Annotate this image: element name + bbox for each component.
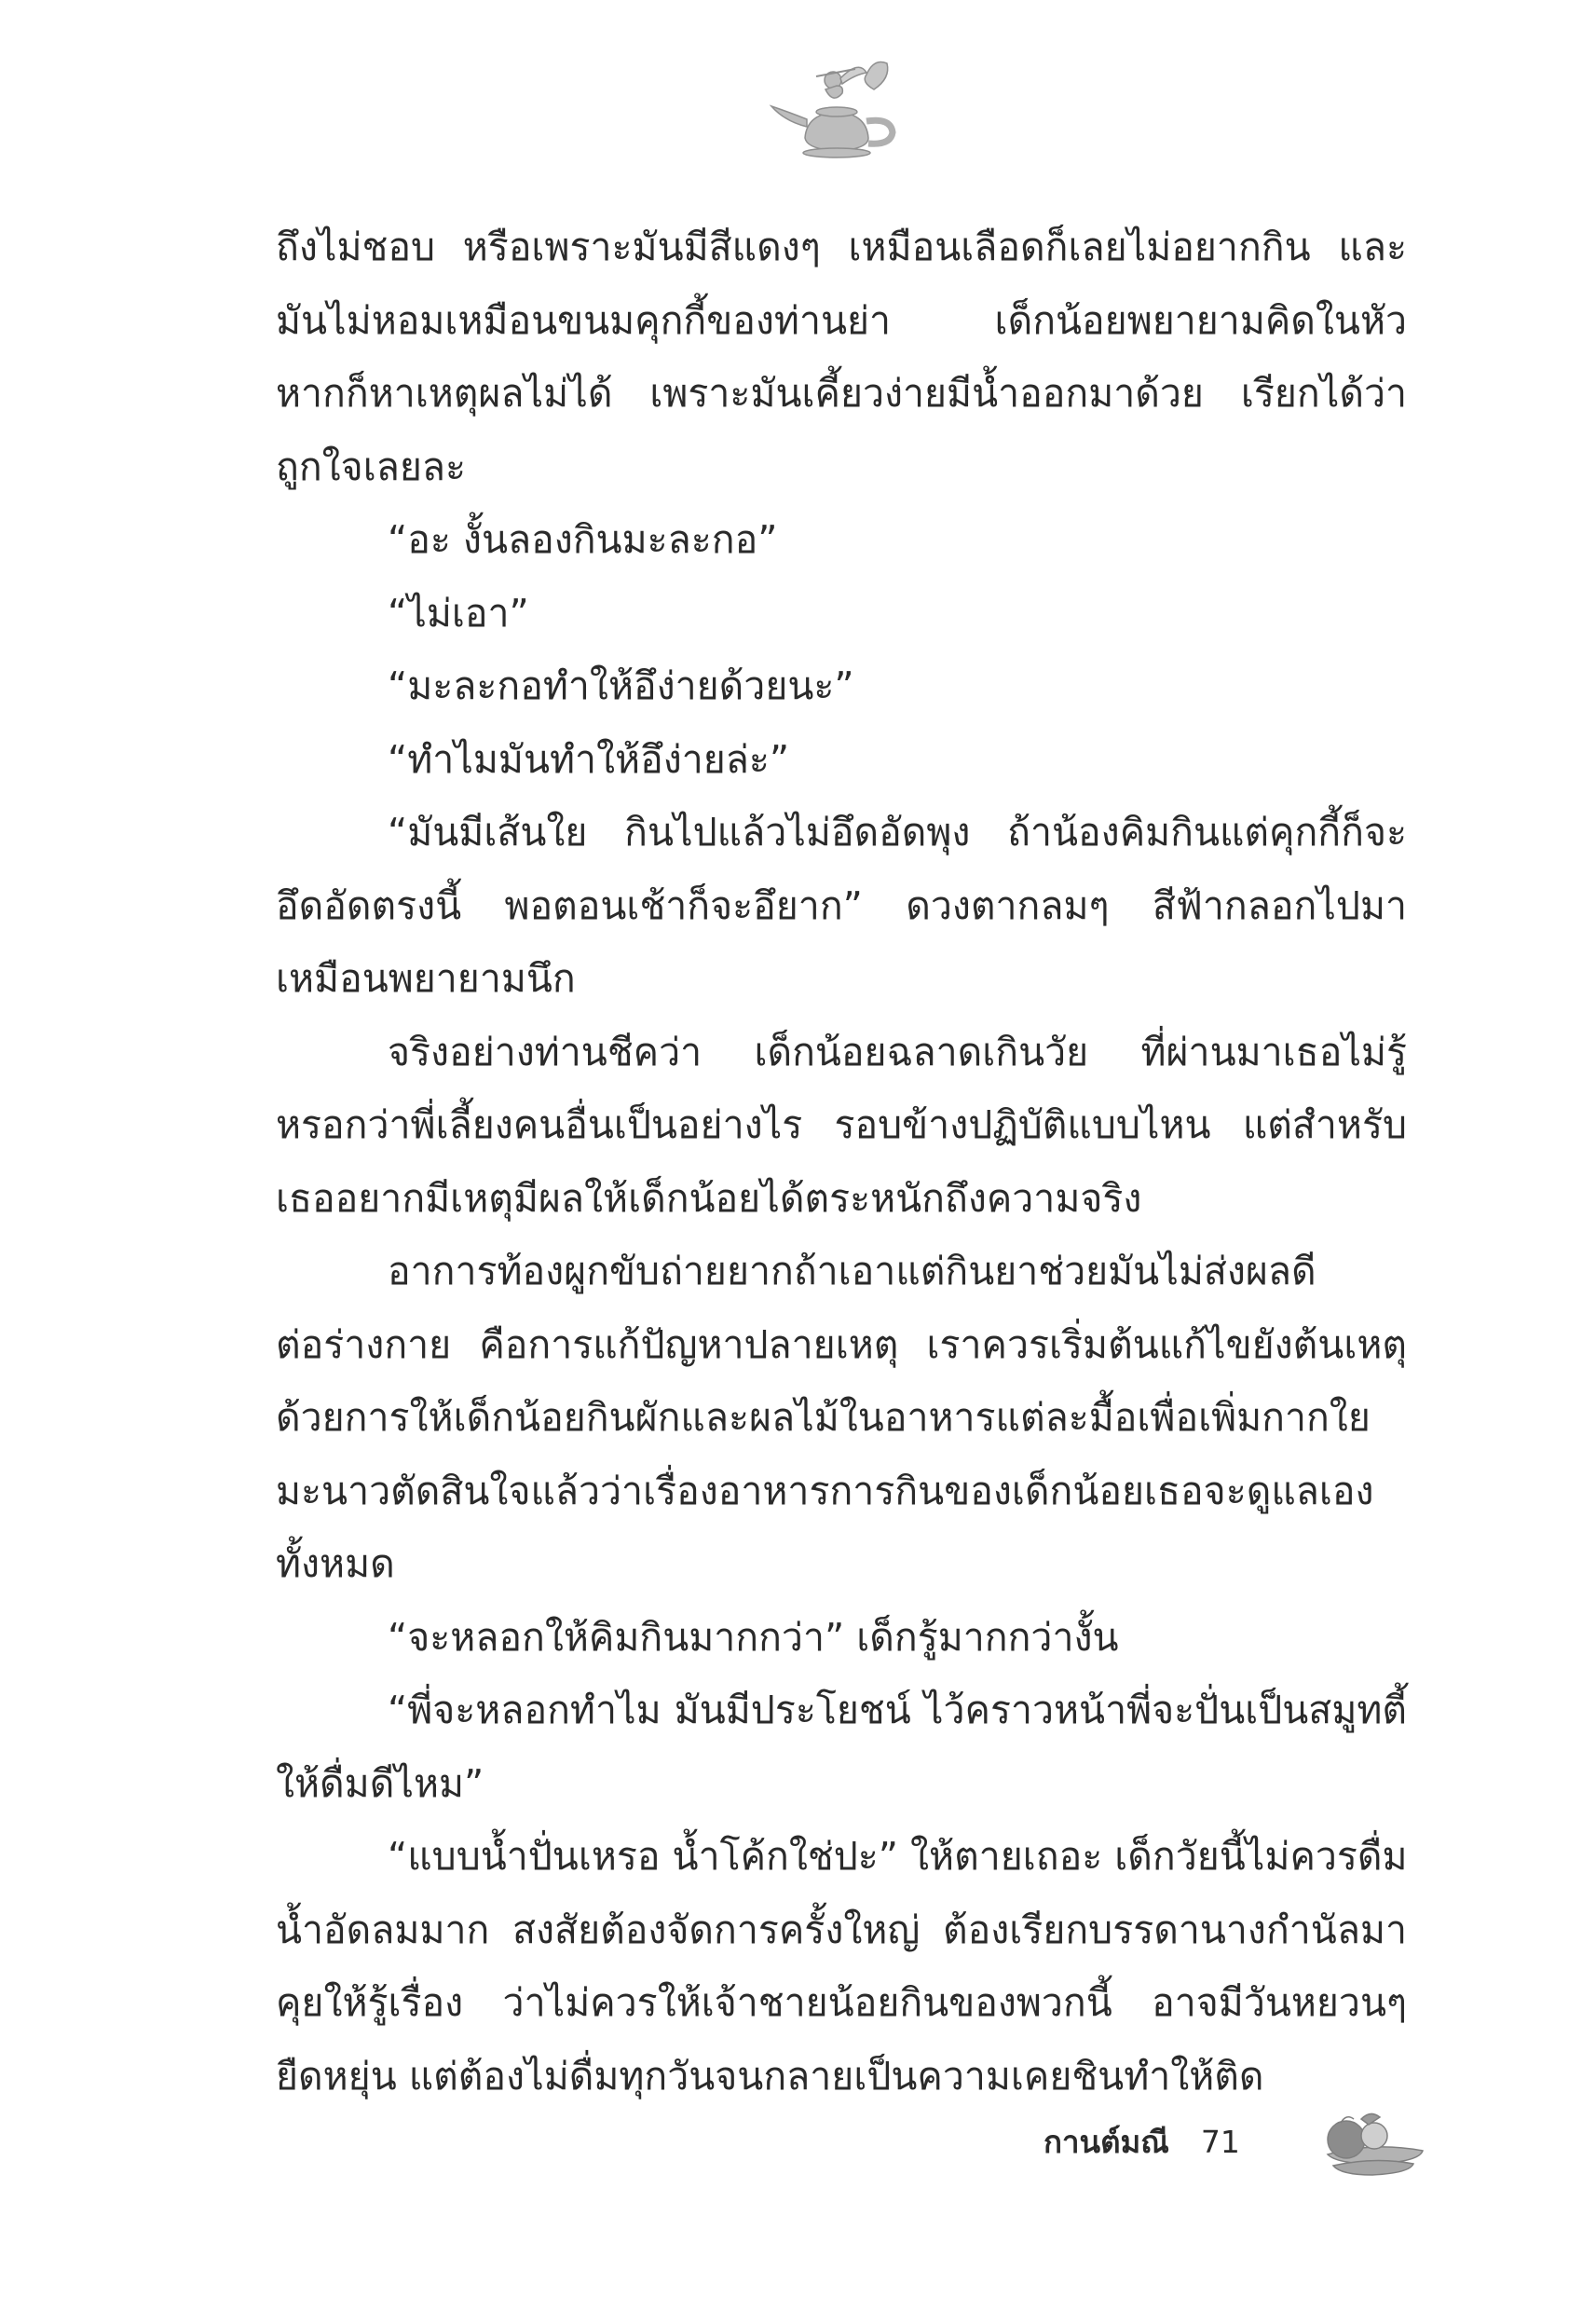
- page-footer: [1044, 2113, 1240, 2169]
- page-number: 71: [1200, 2123, 1240, 2160]
- text-line: ทั้งหมด: [276, 1541, 395, 1586]
- text-line: ถึงไม่ชอบ หรือเพราะมันมีสีแดงๆ เหมือนเลือดก็เลยไม่อยากกิน และ: [276, 225, 1407, 269]
- page-body-text: [276, 211, 1407, 2113]
- text-line: “ไม่เอา”: [388, 590, 529, 636]
- text-line: ด้วยการให้เด็กน้อยกินผักและผลไม้ในอาหารแต่ละมื้อเพื่อเพิ่มกากใย: [276, 1395, 1371, 1440]
- text-line: หรอกว่าพี่เลี้ยงคนอื่นเป็นอย่างไร รอบข้างปฏิบัติแบบไหน แต่สำหรับ: [276, 1102, 1407, 1147]
- text-line: มะนาวตัดสินใจแล้วว่าเรื่องอาหารการกินของเด็กน้อยเธอจะดูแลเอง: [276, 1468, 1374, 1513]
- text-line: “มันมีเส้นใย กินไปแล้วไม่อึดอัดพุง ถ้าน้องคิมกินแต่คุกกี้ก็จะ: [388, 810, 1407, 855]
- text-line: หากก็หาเหตุผลไม่ได้ เพราะมันเคี้ยวง่ายมีน้ำออกมาด้วย เรียกได้ว่า: [276, 371, 1407, 416]
- text-line: มันไม่หอมเหมือนขนมคุกกี้ของท่านย่า เด็กน้อยพยายามคิดในหัว: [276, 297, 1407, 343]
- text-line: “อะ งั้นลองกินมะละกอ”: [388, 517, 778, 562]
- text-line: น้ำอัดลมมาก สงสัยต้องจัดการครั้งใหญ่ ต้องเรียกบรรดานางกำนัลมา: [276, 1907, 1407, 1952]
- text-line: จริงอย่างท่านชีคว่า เด็กน้อยฉลาดเกินวัย ที่ผ่านมาเธอไม่รู้: [388, 1029, 1407, 1074]
- text-line: “พี่จะหลอกทำไม มันมีประโยชน์ ไว้คราวหน้าพี่จะปั่นเป็นสมูทตี้: [388, 1688, 1407, 1732]
- running-title: กานต์มณี: [1044, 2123, 1169, 2160]
- text-line: อาการท้องผูกขับถ่ายยากถ้าเอาแต่กินยาช่วยมันไม่ส่งผลดี: [388, 1249, 1316, 1293]
- text-line: “มะละกอทำให้อึง่ายด้วยนะ”: [388, 663, 854, 708]
- text-line: ยืดหยุ่น แต่ต้องไม่ดื่มทุกวันจนกลายเป็นความเคยชินทำให้ติด: [276, 2053, 1264, 2099]
- text-line: ถูกใจเลยละ: [276, 444, 466, 489]
- vegetables-ornament-icon: [1309, 2108, 1430, 2182]
- text-line: ต่อร่างกาย คือการแก้ปัญหาปลายเหตุ เราควรเริ่มต้นแก้ไขยังต้นเหตุ: [276, 1321, 1407, 1367]
- text-line: คุยให้รู้เรื่อง ว่าไม่ควรให้เจ้าชายน้อยกินของพวกนี้ อาจมีวันหยวนๆ: [276, 1980, 1407, 2025]
- text-line: “จะหลอกให้คิมกินมากกว่า” เด็กรู้มากกว่างั้น: [388, 1614, 1119, 1660]
- text-line: เหมือนพยายามนึก: [276, 956, 576, 1001]
- text-line: “แบบน้ำปั่นเหรอ น้ำโค้กใช่ปะ” ให้ตายเถอะ เด็กวัยนี้ไม่ควรดื่ม: [388, 1834, 1408, 1879]
- text-line: อึดอัดตรงนี้ พอตอนเช้าก็จะอึยาก” ดวงตากลมๆ สีฟ้ากลอกไปมา: [276, 882, 1407, 928]
- text-line: “ทำไมมันทำให้อึง่ายล่ะ”: [388, 736, 790, 782]
- teapot-cupid-ornament-icon: [751, 52, 915, 160]
- text-line: เธออยากมีเหตุมีผลให้เด็กน้อยได้ตระหนักถึงความจริง: [276, 1175, 1142, 1221]
- text-line: ให้ดื่มดีไหม”: [276, 1760, 484, 1806]
